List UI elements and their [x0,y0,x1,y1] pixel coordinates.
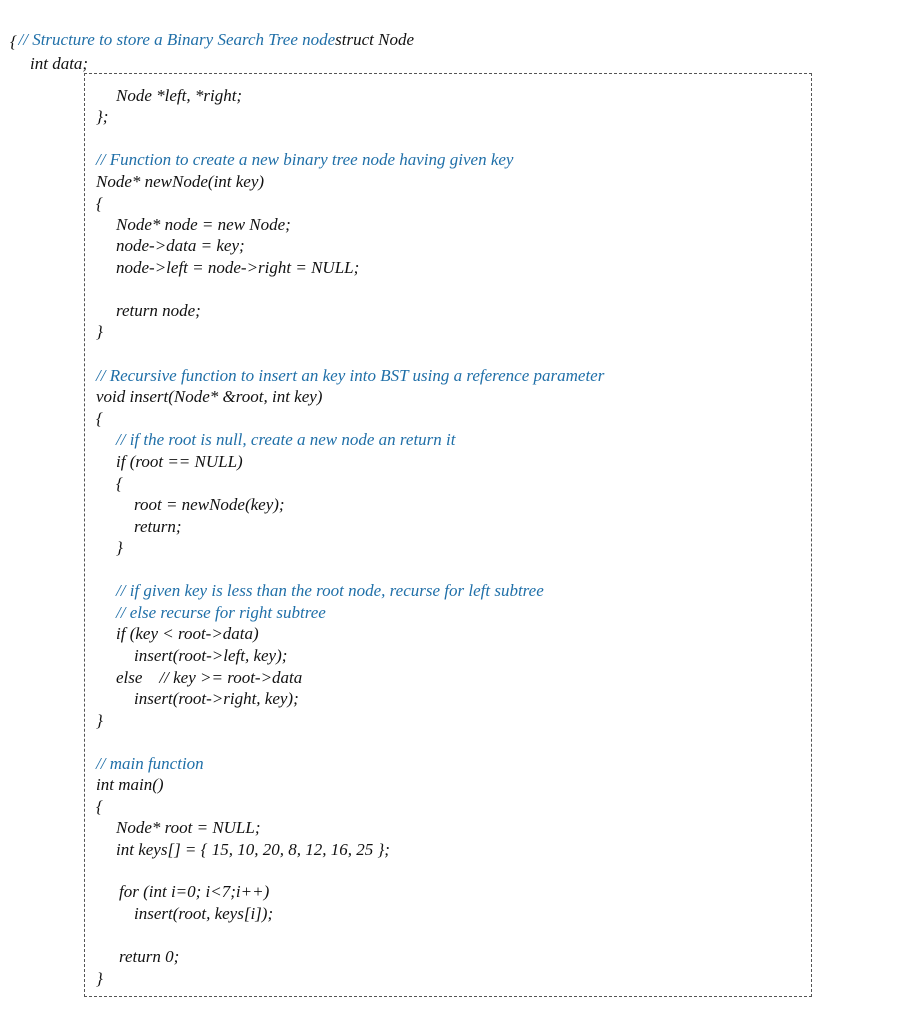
struct-field-data: int data; [30,54,89,73]
code-line: int main() [96,775,164,794]
code-line: { [116,474,123,493]
code-line: return node; [116,301,201,320]
comment-line: // Function to create a new binary tree node having given key [96,150,514,169]
code-line: Node* node = new Node; [116,215,291,234]
code-line: insert(root->right, key); [134,689,299,708]
code-line: return 0; [119,947,180,966]
code-line: Node* root = NULL; [116,818,261,837]
code-line: return; [134,517,182,536]
comment-line: // if the root is null, create a new node an return it [116,430,456,449]
code-line: { [96,409,103,428]
code-line: { [96,194,103,213]
comment-line: // else recurse for right subtree [116,603,326,622]
code-line: }; [96,107,109,126]
code-line: node->data = key; [116,236,245,255]
code-line: Node* newNode(int key) [96,172,265,191]
header-comment: // Structure to store a Binary Search Tree node [18,30,336,49]
code-line: } [116,538,123,557]
code-line: root = newNode(key); [134,495,285,514]
comment-line: // if given key is less than the root node, recurse for left subtree [116,581,544,600]
code-line: { [96,797,103,816]
code-line: insert(root, keys[i]); [134,904,274,923]
comment-line: // main function [96,754,204,773]
code-line: int keys[] = { 15, 10, 20, 8, 12, 16, 25 }; [116,840,390,859]
code-line: Node *left, *right; [116,86,243,105]
code-line: insert(root->left, key); [134,646,288,665]
code-line: if (root == NULL) [116,452,243,471]
struct-open-brace: { [10,32,17,51]
code-line: } [96,322,103,341]
header-line [10,10,415,49]
comment-line: // Recursive function to insert an key into BST using a reference parameter [96,366,605,385]
code-line: } [96,969,103,988]
code-line: } [96,711,103,730]
struct-declaration: struct Node [335,30,415,49]
code-line: node->left = node->right = NULL; [116,258,360,277]
code-line: void insert(Node* &root, int key) [96,387,323,406]
code-line: if (key < root->data) [116,624,259,643]
code-line: else // key >= root->data [116,668,303,687]
code-line: for (int i=0; i<7;i++) [119,882,270,901]
